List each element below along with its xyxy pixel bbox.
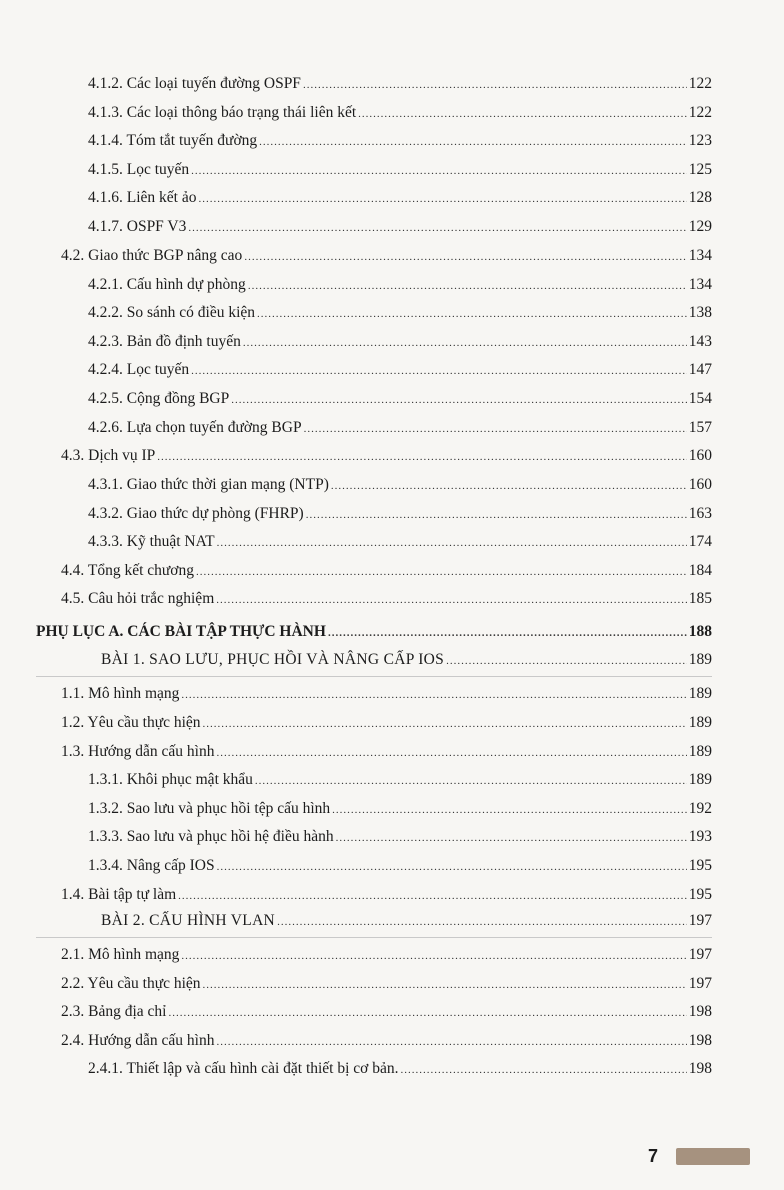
- toc-entry: [61, 742, 712, 763]
- toc-entry-title: 4.1.7. OSPF V3: [88, 218, 187, 235]
- toc-entry-page: 195: [688, 857, 712, 874]
- toc-entry-page: 123: [688, 132, 712, 149]
- toc-entry-title: 4.2.4. Lọc tuyến: [88, 361, 190, 378]
- toc-entry-page: 160: [688, 447, 712, 464]
- toc-entry: [88, 217, 712, 238]
- toc-entry-page: 189: [688, 743, 712, 760]
- dot-leader: [401, 1060, 687, 1080]
- toc-entry: [88, 275, 712, 296]
- toc-entry: [88, 770, 712, 791]
- dot-leader: [181, 946, 686, 966]
- toc-entry-title: BÀI 2. CẤU HÌNH VLAN: [101, 912, 276, 929]
- toc-entry-title: 4.1.2. Các loại tuyến đường OSPF: [88, 75, 301, 92]
- toc-entry-page: 192: [688, 800, 712, 817]
- toc-entry-title: 4.4. Tổng kết chương: [61, 562, 194, 579]
- toc-entry: [88, 475, 712, 496]
- toc-entry: [61, 1002, 712, 1023]
- toc-entry: [88, 360, 712, 381]
- dot-leader: [217, 857, 687, 877]
- toc-entry-title: 1.3.1. Khôi phục mật khẩu: [88, 771, 253, 788]
- toc-entry: [88, 532, 712, 553]
- toc-entry-title: 2.1. Mô hình mạng: [61, 946, 180, 963]
- toc-entry-page: 188: [688, 623, 712, 640]
- toc-entry-title: 2.4. Hướng dẫn cấu hình: [61, 1032, 215, 1049]
- dot-leader: [203, 975, 687, 995]
- toc-entry-title: 4.2.6. Lựa chọn tuyến đường BGP: [88, 419, 302, 436]
- dot-leader: [243, 333, 687, 353]
- toc-entry: [88, 1059, 712, 1080]
- toc-entry: [88, 103, 712, 124]
- toc-entry-title: 1.3. Hướng dẫn cấu hình: [61, 743, 215, 760]
- toc-entry-title: 4.1.4. Tóm tắt tuyến đường: [88, 132, 258, 149]
- toc-exercise-heading: [101, 911, 712, 932]
- toc-entry-page: 198: [688, 1003, 712, 1020]
- toc-entry-page: 122: [688, 104, 712, 121]
- toc-entry-page: 189: [688, 651, 712, 668]
- toc-entry-title: 1.1. Mô hình mạng: [61, 685, 180, 702]
- toc-entry-title: 4.1.5. Lọc tuyến: [88, 161, 190, 178]
- toc-entry-page: 125: [688, 161, 712, 178]
- toc-entry: [88, 303, 712, 324]
- toc-entry: [61, 945, 712, 966]
- dot-leader: [231, 390, 687, 410]
- dot-leader: [168, 1003, 686, 1023]
- toc-entry: [61, 246, 712, 267]
- dot-leader: [306, 505, 687, 525]
- toc-entry-title: 1.3.3. Sao lưu và phục hồi hệ điều hành: [88, 828, 334, 845]
- divider: [36, 676, 712, 677]
- toc-entry-page: 134: [688, 276, 712, 293]
- dot-leader: [191, 161, 687, 181]
- toc-entry-page: 143: [688, 333, 712, 350]
- toc-entry-page: 198: [688, 1032, 712, 1049]
- toc-entry: [61, 561, 712, 582]
- dot-leader: [328, 623, 687, 643]
- toc-entry-title: 4.3.1. Giao thức thời gian mạng (NTP): [88, 476, 329, 493]
- dot-leader: [157, 447, 686, 467]
- toc-entry-page: 197: [688, 946, 712, 963]
- toc-entry-page: 193: [688, 828, 712, 845]
- toc-entry-page: 147: [688, 361, 712, 378]
- dot-leader: [304, 419, 687, 439]
- toc-entry: [61, 589, 712, 610]
- toc-entry: [61, 446, 712, 467]
- toc-entry-title: 4.1.6. Liên kết ảo: [88, 189, 197, 206]
- dot-leader: [446, 651, 687, 671]
- dot-leader: [277, 912, 687, 932]
- toc-entry-page: 174: [688, 533, 712, 550]
- divider: [36, 937, 712, 938]
- toc-entry: [88, 332, 712, 353]
- dot-leader: [255, 771, 687, 791]
- toc-entry-title: 4.2. Giao thức BGP nâng cao: [61, 247, 243, 264]
- toc-entry: [88, 827, 712, 848]
- toc-entry-title: 4.5. Câu hỏi trắc nghiệm: [61, 590, 215, 607]
- dot-leader: [248, 276, 687, 296]
- toc-entry-title: 1.3.4. Nâng cấp IOS: [88, 857, 215, 874]
- toc-entry: [88, 799, 712, 820]
- dot-leader: [336, 828, 687, 848]
- toc-entry-page: 189: [688, 714, 712, 731]
- toc-entry: [88, 856, 712, 877]
- toc-appendix-heading: [36, 622, 712, 643]
- toc-entry-page: 138: [688, 304, 712, 321]
- toc-entry-page: 154: [688, 390, 712, 407]
- toc-entry-page: 134: [688, 247, 712, 264]
- dot-leader: [244, 247, 686, 267]
- dot-leader: [216, 590, 687, 610]
- toc-entry-page: 184: [688, 562, 712, 579]
- toc-entry: [88, 74, 712, 95]
- toc-entry: [88, 131, 712, 152]
- toc-entry-title: 2.2. Yêu cầu thực hiện: [61, 975, 201, 992]
- dot-leader: [257, 304, 687, 324]
- toc-entry-title: 4.3.2. Giao thức dự phòng (FHRP): [88, 505, 304, 522]
- toc-entry-title: 1.3.2. Sao lưu và phục hồi tệp cấu hình: [88, 800, 331, 817]
- toc-entry: [88, 160, 712, 181]
- toc-entry-page: 157: [688, 419, 712, 436]
- footer-decoration-bar: [676, 1148, 750, 1165]
- toc-entry-title: 4.3.3. Kỹ thuật NAT: [88, 533, 215, 550]
- toc-entry-title: 4.2.1. Cấu hình dự phòng: [88, 276, 246, 293]
- toc-entry-page: 128: [688, 189, 712, 206]
- dot-leader: [198, 189, 686, 209]
- dot-leader: [181, 685, 686, 705]
- toc-entry-page: 189: [688, 771, 712, 788]
- toc-entry: [61, 684, 712, 705]
- toc-entry-page: 197: [688, 975, 712, 992]
- toc-entry-page: 195: [688, 886, 712, 903]
- toc-entry: [88, 188, 712, 209]
- toc-entry-title: 4.2.5. Cộng đồng BGP: [88, 390, 230, 407]
- toc-entry-title: 2.4.1. Thiết lập và cấu hình cài đặt thiết bị cơ bản.: [88, 1060, 399, 1077]
- toc-entry-title: BÀI 1. SAO LƯU, PHỤC HỒI VÀ NÂNG CẤP IOS: [101, 651, 445, 668]
- dot-leader: [358, 104, 687, 124]
- toc-entry: [61, 713, 712, 734]
- toc-entry-title: 1.4. Bài tập tự làm: [61, 886, 177, 903]
- toc-entry-page: 129: [688, 218, 712, 235]
- toc-entry: [61, 1031, 712, 1052]
- toc-entry: [88, 504, 712, 525]
- dot-leader: [217, 743, 687, 763]
- toc-entry-title: 4.1.3. Các loại thông báo trạng thái liên kết: [88, 104, 357, 121]
- dot-leader: [217, 1032, 687, 1052]
- toc-entry-page: 185: [688, 590, 712, 607]
- toc-entry: [88, 418, 712, 439]
- toc-entry-page: 197: [688, 912, 712, 929]
- toc-entry-title: 2.3. Bảng địa chỉ: [61, 1003, 167, 1020]
- dot-leader: [303, 75, 687, 95]
- dot-leader: [203, 714, 687, 734]
- toc-entry-page: 122: [688, 75, 712, 92]
- toc-entry-page: 198: [688, 1060, 712, 1077]
- toc-entry: [61, 885, 712, 906]
- dot-leader: [217, 533, 687, 553]
- toc-entry: [88, 389, 712, 410]
- toc-entry-page: 160: [688, 476, 712, 493]
- dot-leader: [332, 800, 687, 820]
- toc-entry-title: PHỤ LỤC A. CÁC BÀI TẬP THỰC HÀNH: [36, 623, 326, 640]
- toc-entry-title: 1.2. Yêu cầu thực hiện: [61, 714, 201, 731]
- toc-entry-title: 4.3. Dịch vụ IP: [61, 447, 156, 464]
- toc-entry-title: 4.2.3. Bản đồ định tuyến: [88, 333, 241, 350]
- toc-entry: [61, 974, 712, 995]
- dot-leader: [331, 476, 687, 496]
- dot-leader: [191, 361, 687, 381]
- dot-leader: [188, 218, 686, 238]
- page-number: 7: [648, 1146, 659, 1166]
- toc-entry-page: 163: [688, 505, 712, 522]
- toc-entry-page: 189: [688, 685, 712, 702]
- dot-leader: [259, 132, 687, 152]
- toc-entry-title: 4.2.2. So sánh có điều kiện: [88, 304, 256, 321]
- dot-leader: [196, 562, 687, 582]
- toc-exercise-heading: [101, 650, 712, 671]
- dot-leader: [178, 886, 687, 906]
